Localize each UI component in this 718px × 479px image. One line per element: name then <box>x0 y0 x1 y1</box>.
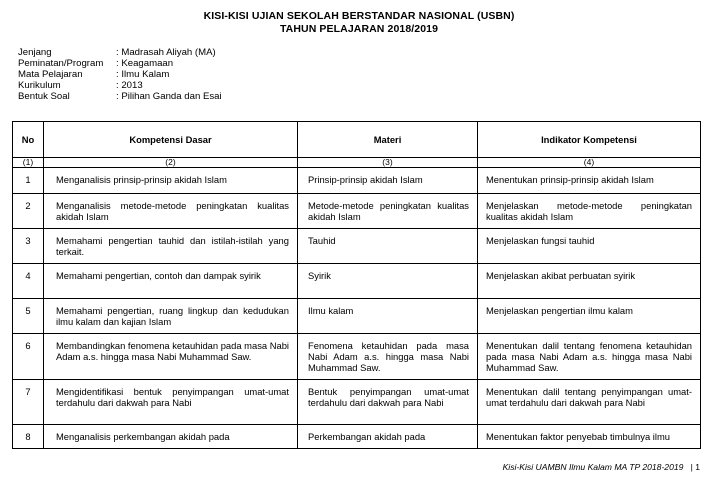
row-number: 2 <box>13 194 44 229</box>
footer-text: Kisi-Kisi UAMBN Ilmu Kalam MA TP 2018-2019 <box>502 462 684 472</box>
row-number: 6 <box>13 334 44 380</box>
indikator-cell: Menjelaskan fungsi tauhid <box>478 229 701 264</box>
column-number: (1) <box>13 158 44 168</box>
header-materi: Materi <box>298 122 478 158</box>
footer-separator: | <box>690 462 693 472</box>
table-row <box>13 425 701 449</box>
column-number-row <box>13 158 701 168</box>
materi-cell: Perkembangan akidah pada <box>298 425 478 449</box>
meta-label: Jenjang <box>18 47 52 58</box>
indikator-cell: Menjelaskan pengertian ilmu kalam <box>478 299 701 334</box>
row-number: 3 <box>13 229 44 264</box>
header-no: No <box>13 122 44 158</box>
materi-cell: Ilmu kalam <box>298 299 478 334</box>
table-row <box>13 299 701 334</box>
kompetensi-dasar-cell: Membandingkan fenomena ketauhidan pada masa Nabi Adam a.s. hingga masa Nabi Muhammad Saw. <box>44 334 298 380</box>
row-number: 4 <box>13 264 44 299</box>
page-footer <box>0 462 700 472</box>
indikator-cell: Menjelaskan akibat perbuatan syirik <box>478 264 701 299</box>
indikator-cell: Menentukan faktor penyebab timbulnya ilmu <box>478 425 701 449</box>
meta-label: Kurikulum <box>18 80 61 91</box>
materi-cell: Prinsip-prinsip akidah Islam <box>298 168 478 194</box>
header-kompetensi-dasar: Kompetensi Dasar <box>44 122 298 158</box>
kompetensi-dasar-cell: Memahami pengertian, ruang lingkup dan kedudukan ilmu kalam dan kajian Islam <box>44 299 298 334</box>
table-row <box>13 229 701 264</box>
indikator-cell: Menentukan dalil tentang penyimpangan umat-umat terdahulu dari dakwah para Nabi <box>478 380 701 425</box>
meta-row <box>18 69 222 80</box>
column-number: (2) <box>44 158 298 168</box>
meta-info-block <box>18 47 222 102</box>
kompetensi-dasar-cell: Mengidentifikasi bentuk penyimpangan umat-umat terdahulu dari dakwah para Nabi <box>44 380 298 425</box>
meta-value: : Ilmu Kalam <box>116 69 170 80</box>
header-indikator: Indikator Kompetensi <box>478 122 701 158</box>
materi-cell: Tauhid <box>298 229 478 264</box>
kompetensi-dasar-cell: Menganalisis perkembangan akidah pada <box>44 425 298 449</box>
table-body <box>13 168 701 449</box>
indikator-cell: Menentukan dalil tentang fenomena ketauhidan pada masa Nabi Adam a.s. hingga masa Nabi Muhammad Saw. <box>478 334 701 380</box>
table-row <box>13 168 701 194</box>
meta-label: Bentuk Soal <box>18 91 70 102</box>
indikator-cell: Menjelaskan metode-metode peningkatan kualitas akidah Islam <box>478 194 701 229</box>
kompetensi-dasar-cell: Memahami pengertian tauhid dan istilah-istilah yang terkait. <box>44 229 298 264</box>
meta-value: : Keagamaan <box>116 58 174 69</box>
table-header-row <box>13 122 701 158</box>
document-subtitle: TAHUN PELAJARAN 2018/2019 <box>279 23 439 35</box>
materi-cell: Metode-metode peningkatan kualitas akidah Islam <box>298 194 478 229</box>
materi-cell: Syirik <box>298 264 478 299</box>
table-row <box>13 334 701 380</box>
meta-value: : Pilihan Ganda dan Esai <box>116 91 222 102</box>
row-number: 1 <box>13 168 44 194</box>
materi-cell: Bentuk penyimpangan umat-umat terdahulu dari dakwah para Nabi <box>298 380 478 425</box>
materi-cell: Fenomena ketauhidan pada masa Nabi Adam a.s. hingga masa Nabi Muhammad Saw. <box>298 334 478 380</box>
row-number: 5 <box>13 299 44 334</box>
row-number: 8 <box>13 425 44 449</box>
meta-label: Mata Pelajaran <box>18 69 83 80</box>
row-number: 7 <box>13 380 44 425</box>
meta-row <box>18 58 222 69</box>
kompetensi-dasar-cell: Memahami pengertian, contoh dan dampak syirik <box>44 264 298 299</box>
kisi-kisi-table <box>12 121 701 449</box>
table-row <box>13 264 701 299</box>
page-number: 1 <box>695 462 700 472</box>
document-title: KISI-KISI UJIAN SEKOLAH BERSTANDAR NASIONAL (USBN) <box>203 10 515 22</box>
meta-value: : 2013 <box>116 80 143 91</box>
column-number: (3) <box>298 158 478 168</box>
meta-row <box>18 91 222 102</box>
table-row <box>13 380 701 425</box>
meta-value: : Madrasah Aliyah (MA) <box>116 47 216 58</box>
column-number: (4) <box>478 158 701 168</box>
meta-label: Peminatan/Program <box>18 58 104 69</box>
meta-row <box>18 47 222 58</box>
indikator-cell: Menentukan prinsip-prinsip akidah Islam <box>478 168 701 194</box>
meta-row <box>18 80 222 91</box>
kompetensi-dasar-cell: Menganalisis metode-metode peningkatan kualitas akidah Islam <box>44 194 298 229</box>
table-row <box>13 194 701 229</box>
kompetensi-dasar-cell: Menganalisis prinsip-prinsip akidah Islam <box>44 168 298 194</box>
